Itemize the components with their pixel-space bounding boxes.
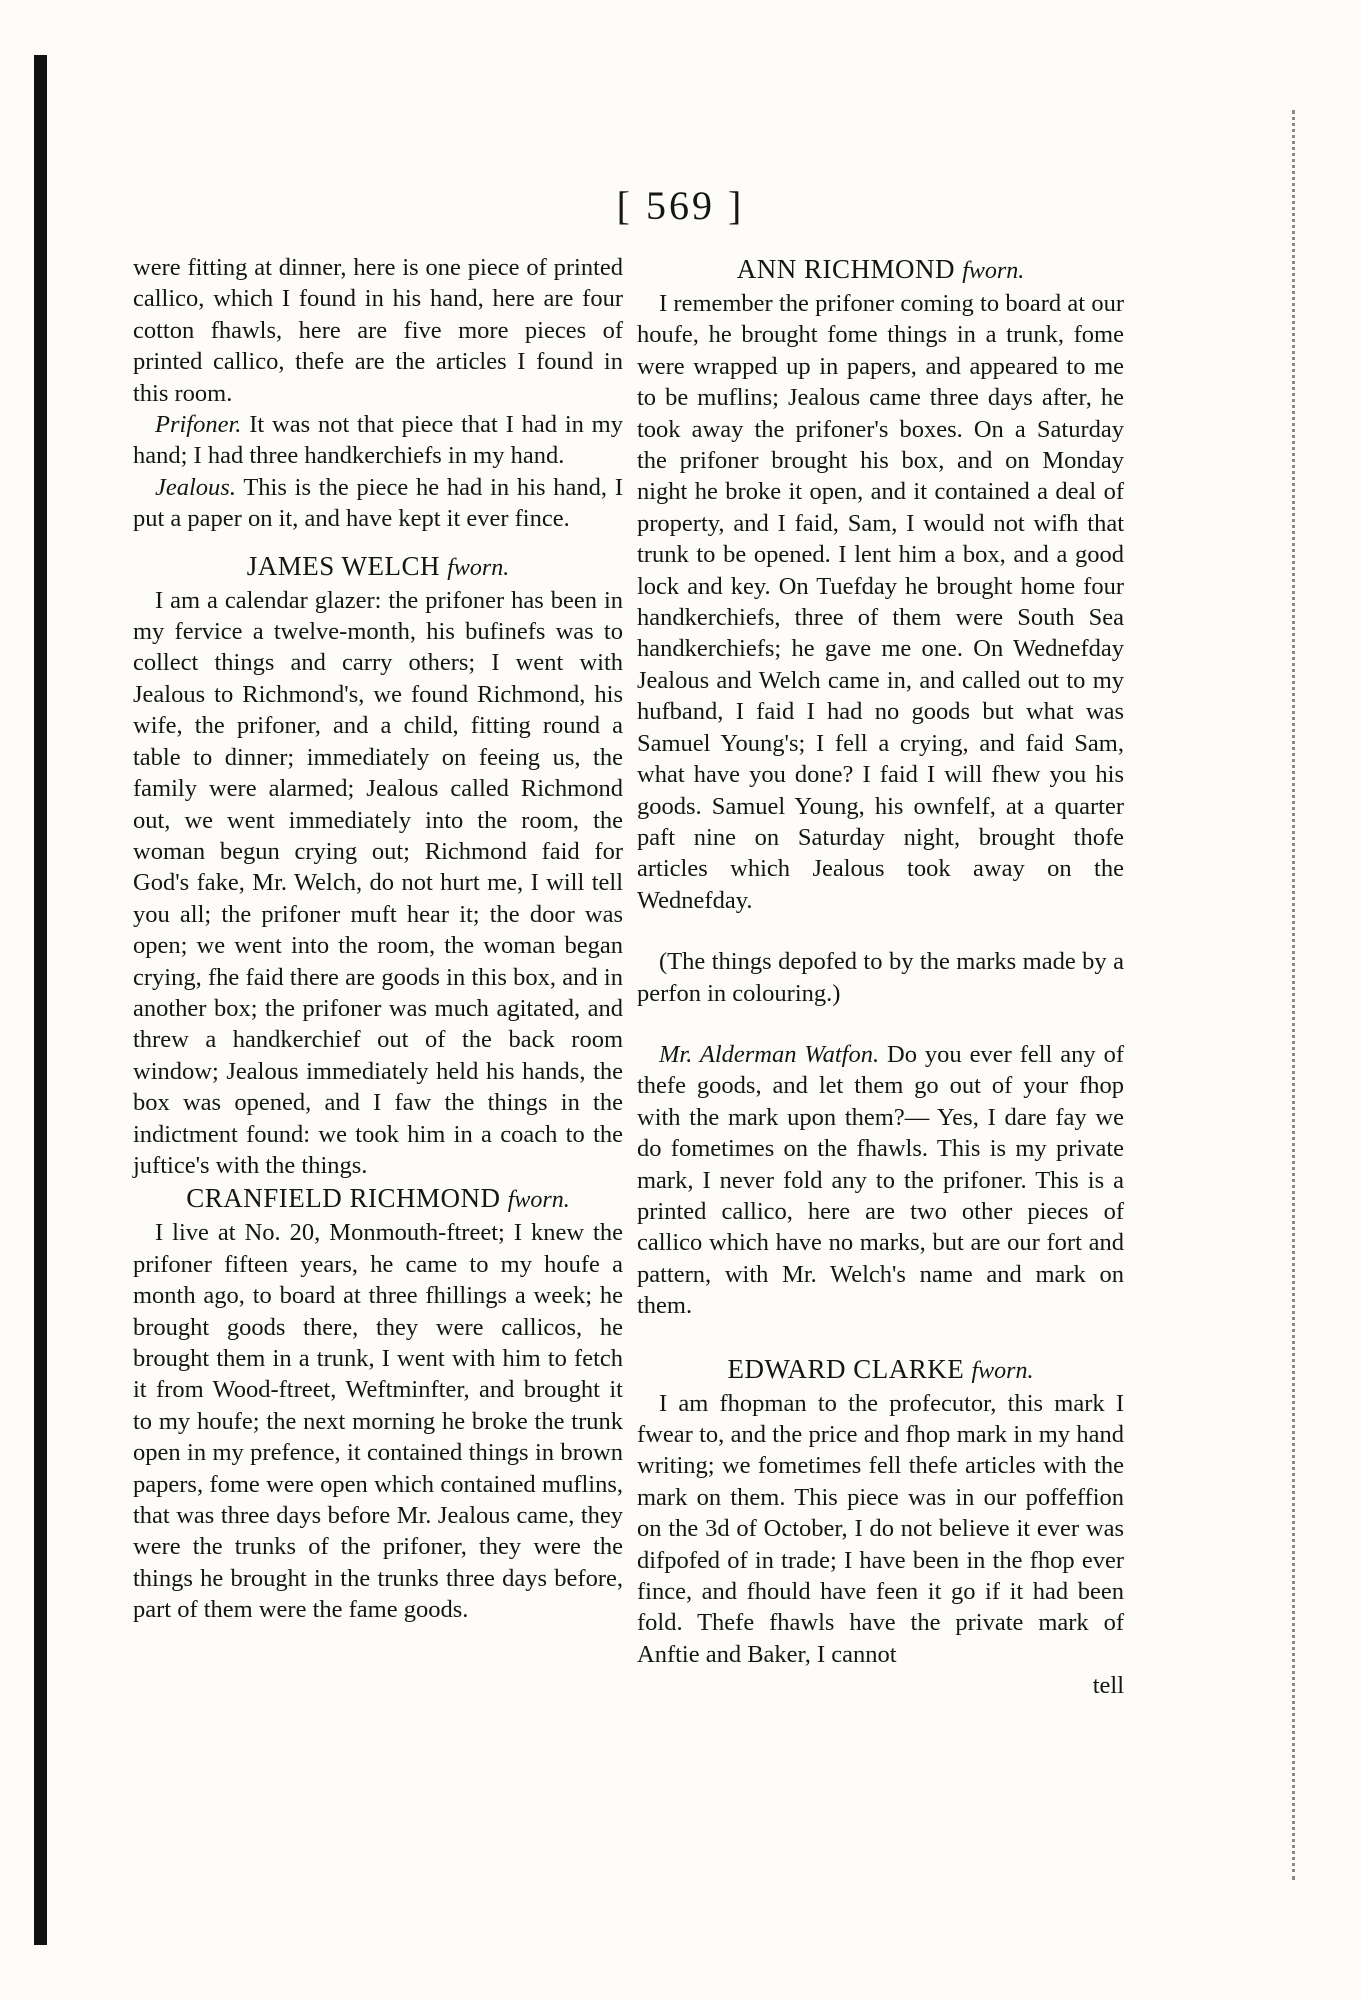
sworn-label: fworn. <box>962 258 1025 284</box>
sworn-label: fworn. <box>507 1187 570 1214</box>
page-binding-edge <box>34 55 47 1945</box>
speaker: Prifoner. <box>155 411 242 439</box>
sworn-label: fworn. <box>971 1357 1034 1384</box>
witness-name: ANN RICHMOND <box>736 254 955 284</box>
catchword: tell <box>1092 1672 1124 1700</box>
witness-heading <box>637 1352 1124 1388</box>
paragraph: I remember the prifoner coming to board at our houfe, he brought fome things in a trunk, fome were wrapped up in papers, and appeared to me to be muflins; Jealous came three days after, he took away the prifoner's boxes. On a Saturday the prifoner brought his box, and on Monday night he broke it open, and it contained a deal of property, and I faid, Sam, I would not wifh that trunk to be opened. I lent him a box, and a good lock and key. On Tuefday he brought home four handkerchiefs, three of them were South Sea handkerchiefs; he gave me one. On Wednefday Jealous and Welch came in, and called out to my hufband, I faid I had no goods but what was Samuel Young's; I fell a crying, and faid Sam, what have you done? I faid I will fhew you his goods. Samuel Young, his ownfelf, at a quarter paft nine on Saturday night, brought thofe articles which Jealous took away on the Wednefday. <box>637 290 1124 914</box>
speech: Do you ever fell any of thefe goods, and let them go out of your fhop with the mark upon them?— Yes, I dare fay we do fometimes on the fhawls. This is my private mark, I never fold any to the prifoner. This is a printed callico, here are two other pieces of callico which have no marks, but are our fort and pattern, with Mr. Welch's name and mark on them. <box>637 1040 1125 1320</box>
witness-heading <box>133 549 623 585</box>
paragraph: (The things depofed to by the marks made by a perfon in colouring.) <box>637 948 1124 1007</box>
witness-heading <box>637 252 1124 288</box>
speech: This is the piece he had in his hand, I put a paper on it, and have kept it ever fince. <box>133 473 623 533</box>
speaker: Mr. Alderman Watfon. <box>659 1040 880 1068</box>
speech: It was not that piece that I had in my hand; I had three handkerchiefs in my hand. <box>133 411 623 470</box>
sworn-label: fworn. <box>447 554 510 581</box>
witness-name: CRANFIELD RICHMOND <box>186 1183 501 1214</box>
paragraph: I am fhopman to the profecutor, this mark I fwear to, and the price and fhop mark in my hand writing; we fometimes fell thefe articles with the mark on them. This piece was in our poffeffion on the 3d of October, I do not believe it ever was difpofed of in trade; I have been in the fhop ever fince, and fhould have feen it go if it had been fold. Thefe fhawls have the private mark of Anftie and Baker, I cannot <box>637 1389 1124 1668</box>
page-number: [ 569 ] <box>616 183 745 228</box>
paragraph: I am a calendar glazer: the prifoner has been in my fervice a twelve-month, his bufinefs was to collect things and carry others; I went with Jealous to Richmond's, we found Richmond, his wife, the prifoner, and a child, fitting round a table to dinner; immediately on feeing us, the family were alarmed; Jealous called Richmond out, we went immediately into the room, the woman begun crying out; Richmond faid for God's fake, Mr. Welch, do not hurt me, I will tell you all; the prifoner muft hear it; the door was open; we went into the room, the woman began crying, fhe faid there are goods in this box, and in another box; the prifoner was much agitated, and threw a handkerchief out of the back room window; Jealous immediately held his hands, the box was opened, and I faw the things in the indictment found: we took him in a coach to the juftice's with the things. <box>133 586 623 1179</box>
left-column <box>133 252 623 1626</box>
paragraph <box>133 472 623 535</box>
paragraph <box>133 409 623 472</box>
right-column <box>637 252 1124 1702</box>
witness-heading <box>133 1181 623 1217</box>
page-right-edge <box>1292 110 1298 1880</box>
witness-name: JAMES WELCH <box>246 550 440 581</box>
witness-name: EDWARD CLARKE <box>727 1353 965 1384</box>
paragraph: I live at No. 20, Monmouth-ftreet; I knew the prifoner fifteen years, he came to my houfe a month ago, to board at three fhillings a week; he brought goods there, they were callicos, he brought them in a trunk, I went with him to fetch it from Wood-ftreet, Weftminfter, and brought it to my houfe; the next morning he broke the trunk open in my prefence, it contained things in brown papers, fome were open which contained muflins, that was three days before Mr. Jealous came, they were the trunks of the prifoner, they were the things he brought in the trunks three days before, part of them were the fame goods. <box>133 1219 623 1624</box>
speaker: Jealous. <box>155 473 236 501</box>
paragraph: were fitting at dinner, here is one piece of printed callico, which I found in his hand, here are four cotton fhawls, here are five more pieces of printed callico, thefe are the articles I found in this room. <box>133 254 623 407</box>
paragraph <box>637 1039 1124 1322</box>
